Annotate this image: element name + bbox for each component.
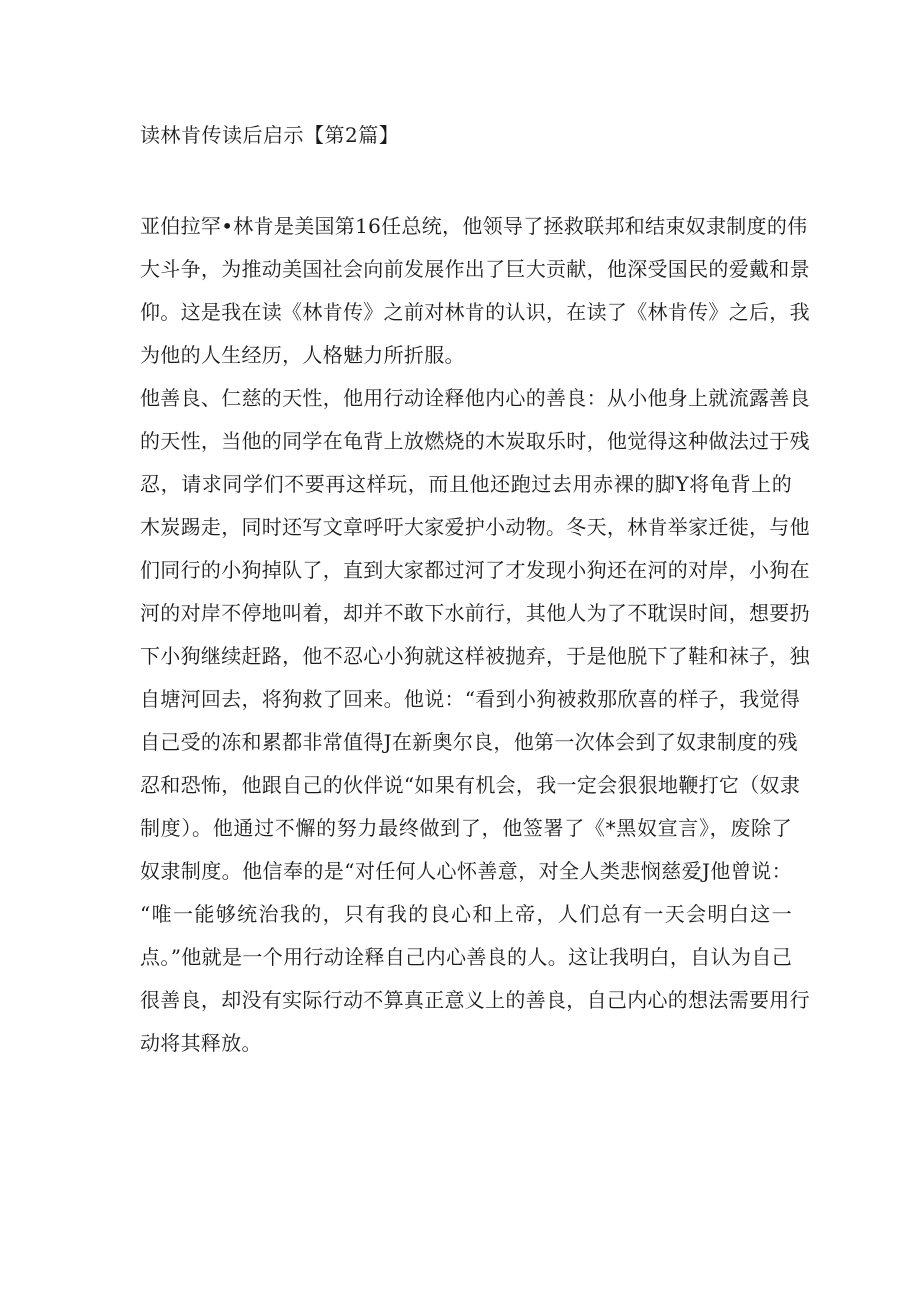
text-line: 忍和恐怖，他跟自己的伙伴说“如果有机会，我一定会狠狠地鞭打它（奴隶 [140, 773, 801, 797]
document-title: 读林肯传读后启示【第2篇】 [140, 123, 400, 147]
text-line: 点。”他就是一个用行动诠释自己内心善良的人。这让我明白，自认为自己 [140, 945, 792, 969]
text-line: 仰。这是我在读《林肯传》之前对林肯的认识，在读了《林肯传》之后，我 [140, 300, 810, 324]
text-line: 制度）。他通过不懈的努力最终做到了，他签署了《*黑奴宣言》，废除了 [140, 816, 792, 840]
text-line: 他善良、仁慈的天性，他用行动诠释他内心的善良：从小他身上就流露善良 [140, 386, 810, 410]
text-line: 的天性，当他的同学在龟背上放燃烧的木炭取乐时，他觉得这种做法过于残 [140, 429, 810, 453]
text-line: 很善良，却没有实际行动不算真正意义上的善良，自己内心的想法需要用行 [140, 988, 810, 1012]
text-line: “唯一能够统治我的，只有我的良心和上帝，人们总有一天会明白这一 [140, 902, 792, 926]
text-line: 奴隶制度。他信奉的是“对任何人心怀善意，对全人类悲悯慈爱J他曾说： [140, 859, 792, 883]
text-line: 忍，请求同学们不要再这样玩，而且他还跑过去用赤裸的脚Y将龟背上的 [140, 472, 792, 496]
text-line: 自塘河回去，将狗救了回来。他说：“看到小狗被救那欣喜的样子，我觉得 [140, 687, 801, 711]
text-line: 动将其释放。 [140, 1031, 262, 1055]
text-line: 河的对岸不停地叫着，却并不敢下水前行，其他人为了不耽误时间，想要扔 [140, 601, 810, 625]
text-line: 们同行的小狗掉队了，直到大家都过河了才发现小狗还在河的对岸，小狗在 [140, 558, 810, 582]
text-line: 自己受的冻和累都非常值得J在新奥尔良，他第一次体会到了奴隶制度的残 [140, 730, 798, 754]
text-line: 木炭踢走，同时还写文章呼吁大家爱护小动物。冬天，林肯举家迁徙，与他 [140, 515, 810, 539]
text-line: 下小狗继续赶路，他不忍心小狗就这样被抛弃，于是他脱下了鞋和袜子，独 [140, 644, 810, 668]
document-body [140, 205, 810, 1065]
text-line: 大斗争，为推动美国社会向前发展作出了巨大贡献，他深受国民的爱戴和景 [140, 257, 810, 281]
text-line: 为他的人生经历，人格魅力所折服。 [140, 343, 465, 367]
text-line: 亚伯拉罕•林肯是美国第16任总统，他领导了拯救联邦和结束奴隶制度的伟 [140, 214, 808, 238]
